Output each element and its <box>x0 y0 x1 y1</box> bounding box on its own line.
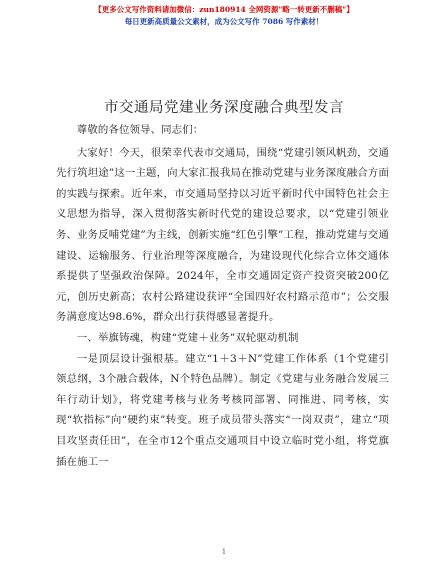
paragraph-section-1: 一是顶层设计强根基。建立“1＋3＋N”党建工作体系（1个党建引领总纲，3个融合载体，N个特色品牌）。制定《党建与业务融合发展三年行动计划》，将党建考核与业务考核同部署、同推进、同考核，实现“软指标”向“硬约束”转变。班子成员带头落实“一岗双责”，建立“项目攻坚责任田”，在全市12个重点交通项目中设立临时党小组，将党旗插在施工一 <box>56 352 389 468</box>
page-number: 1 <box>221 548 227 556</box>
salutation: 尊敬的各位领导、同志们： <box>76 124 204 136</box>
promo-line-1: 【更多公文写作资料请加微信：zun180914 全网资源"略一转更新不删稿"】 <box>94 5 354 14</box>
paragraph-intro: 大家好！今天，很荣幸代表市交通局，围绕“党建引领风帆劲，交通先行筑坦途”这一主题，向大家汇报我局在推动党建与业务深度融合方面的实践与探索。近年来，市交通局坚持以习近平新时代中国特色社会主义思想为指导，深入贯彻落实新时代党的建设总要求，以“党建引领业务、业务反哺党建”为主线，创新实施“红色引擎”工程，推动党建与交通建设、运输服务、行业治理等深度融合，为建设现代化综合立体交通体系提供了坚强政治保障。2024年，全市交通固定资产投资突破200亿元，创历史新高；农村公路建设获评“全国四好农村路示范市”；公交服务满意度达98.6%，群众出行获得感显著提升。 <box>56 146 389 324</box>
document-title: 市交通局党建业务深度融合典型发言 <box>104 100 344 116</box>
section-heading: 一、举旗铸魂，构建“党建＋业务”双轮驱动机制 <box>76 331 299 344</box>
promo-line-2: 每日更新高质量公文素材，成为公文写作 7086 写作素材！ <box>124 17 324 26</box>
document-body <box>56 120 389 472</box>
promo-banner <box>0 4 448 27</box>
